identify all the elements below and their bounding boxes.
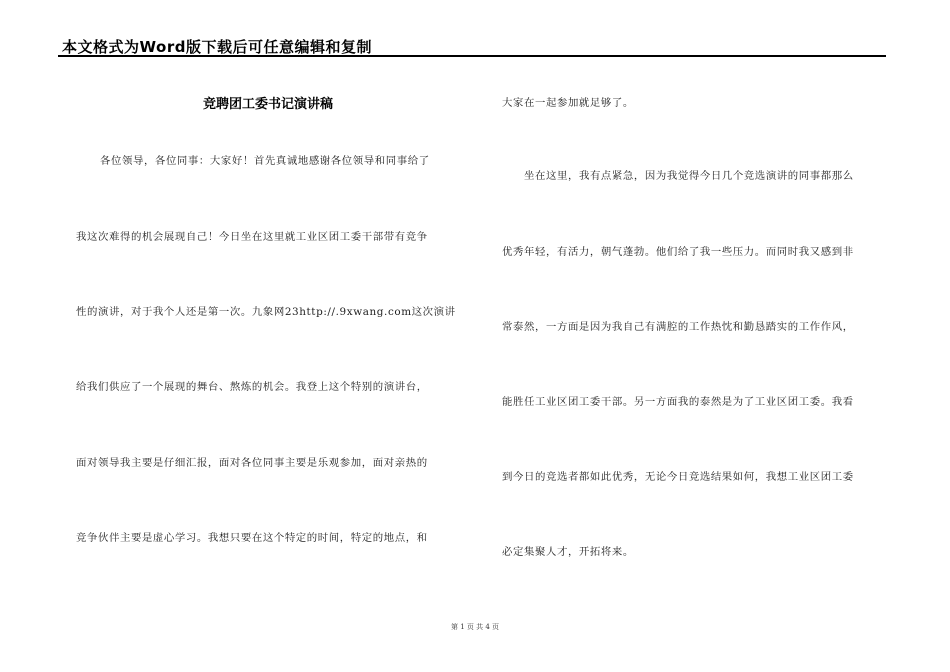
right-paragraph-line: 大家在一起参加就足够了。 [502,97,634,109]
right-paragraph-line: 必定集聚人才，开拓将来。 [502,546,634,558]
right-paragraph-line: 能胜任工业区团工委干部。另一方面我的泰然是为了工业区团工委。我看 [502,396,854,408]
left-paragraph-line: 面对领导我主要是仔细汇报，面对各位同事主要是乐观参加，面对亲热的 [76,457,428,469]
header-divider [58,55,886,57]
header-banner: 本文格式为Word版下载后可任意编辑和复制 [62,38,372,56]
left-paragraph-line: 性的演讲，对于我个人还是第一次。九象网23http://.9xwang.com这次演讲 [76,306,456,318]
right-paragraph-line: 优秀年轻，有活力，朝气蓬勃。他们给了我一些压力。而同时我又感到非 [502,246,854,258]
right-paragraph-line: 到今日的竞选者都如此优秀，无论今日竞选结果如何，我想工业区团工委 [502,471,854,483]
left-paragraph-line: 我这次难得的机会展现自己！今日坐在这里就工业区团工委干部带有竞争 [76,231,428,243]
left-paragraph-line: 竞争伙伴主要是虚心学习。我想只要在这个特定的时间，特定的地点，和 [76,532,428,544]
page-number: 第 1 页 共 4 页 [450,623,500,631]
right-paragraph-line: 常泰然，一方面是因为我自己有满腔的工作热忱和勤恳踏实的工作作风， [502,321,854,333]
left-paragraph-line: 各位领导，各位同事：大家好！首先真诚地感谢各位领导和同事给了 [100,155,430,167]
left-paragraph-line: 给我们供应了一个展现的舞台、熬炼的机会。我登上这个特别的演讲台， [76,381,428,393]
right-paragraph-line: 坐在这里，我有点紧急，因为我觉得今日几个竞选演讲的同事都那么 [524,170,854,182]
document-title: 竞聘团工委书记演讲稿 [202,97,333,112]
